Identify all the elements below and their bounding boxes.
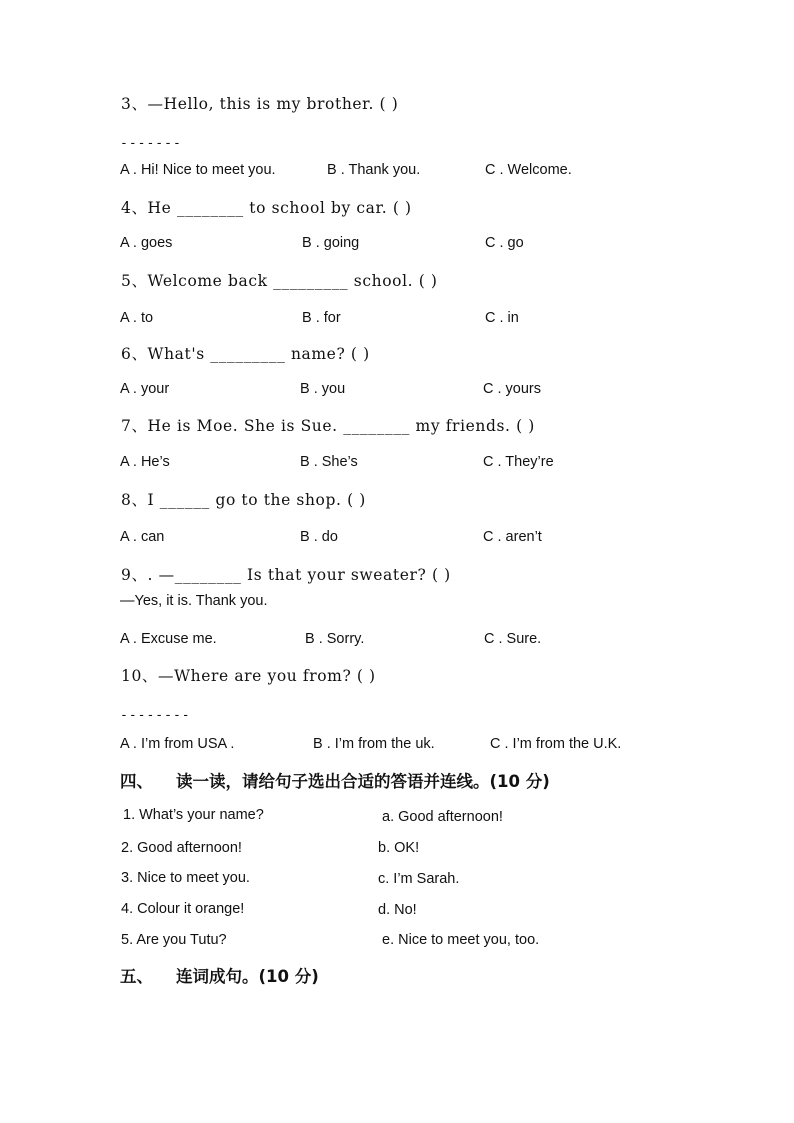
q9-option-c: C . Sure. (484, 631, 542, 647)
q10-option-c: C . I’m from the U.K. (490, 736, 622, 752)
q10-option-b: B . I’m from the uk. (313, 736, 435, 752)
section-4-title: 读一读，请给句子选出合适的答语并连线。(10 分) (176, 772, 550, 791)
match-answer-b: b. OK! (378, 840, 420, 856)
question-10: 10、—Where are you from? ( ) (121, 667, 376, 685)
q6-option-a: A . your (120, 381, 170, 397)
q7-option-b: B . She’s (300, 454, 358, 470)
q9-option-a: A . Excuse me. (120, 631, 217, 647)
question-4: 4、He ________ to school by car. ( ) (121, 199, 412, 217)
q6-option-c: C . yours (483, 381, 542, 397)
match-question-5: 5. Are you Tutu? (121, 932, 227, 948)
q8-option-a: A . can (120, 529, 165, 545)
q3-option-b: B . Thank you. (327, 162, 421, 178)
match-question-2: 2. Good afternoon! (121, 840, 242, 856)
match-question-4: 4. Colour it orange! (121, 901, 245, 917)
q4-option-c: C . go (485, 235, 524, 251)
match-answer-d: d. No! (378, 902, 417, 918)
q7-option-a: A . He’s (120, 454, 170, 470)
question-8: 8、I ______ go to the shop. ( ) (121, 491, 366, 509)
question-7: 7、He is Moe. She is Sue. ________ my friends. ( ) (121, 417, 535, 435)
question-6: 6、What's _________ name? ( ) (121, 345, 370, 363)
match-answer-c: c. I’m Sarah. (378, 871, 460, 887)
q4-option-a: A . goes (120, 235, 173, 251)
answer-dash-line: ------- (120, 136, 182, 151)
q4-option-b: B . going (302, 235, 360, 251)
q10-option-a: A . I’m from USA . (120, 736, 235, 752)
q9-reply: —Yes, it is. Thank you. (120, 593, 268, 609)
q8-option-c: C . aren’t (483, 529, 542, 545)
match-question-3: 3. Nice to meet you. (121, 870, 250, 886)
q3-option-c: C . Welcome. (485, 162, 572, 178)
q7-option-c: C . They’re (483, 454, 554, 470)
q3-option-a: A . Hi! Nice to meet you. (120, 162, 276, 178)
section-4-number: 四、 (120, 772, 153, 791)
question-5: 5、Welcome back _________ school. ( ) (121, 272, 438, 290)
q8-option-b: B . do (300, 529, 338, 545)
q5-option-a: A . to (120, 310, 154, 326)
match-answer-a: a. Good afternoon! (382, 809, 503, 825)
section-5-title: 连词成句。(10 分) (176, 967, 319, 986)
q5-option-b: B . for (302, 310, 341, 326)
q9-option-b: B . Sorry. (305, 631, 365, 647)
q6-option-b: B . you (300, 381, 346, 397)
q5-option-c: C . in (485, 310, 519, 326)
question-9: 9、. —________ Is that your sweater? ( ) (121, 566, 451, 584)
answer-dash-line: -------- (120, 708, 191, 723)
match-question-1: 1. What’s your name? (123, 807, 264, 823)
section-5-number: 五、 (120, 967, 153, 986)
question-3: 3、—Hello, this is my brother. ( ) (121, 95, 399, 113)
match-answer-e: e. Nice to meet you, too. (382, 932, 540, 948)
